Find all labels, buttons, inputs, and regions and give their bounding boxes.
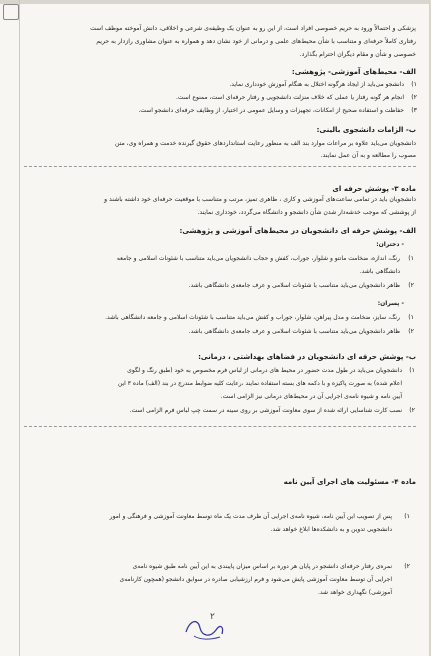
binding-margin-line bbox=[19, 0, 20, 656]
intro-line-1: پزشکی و احتمالاً ورود به حریم خصوصی افراد است، از این رو به عنوان یک وظیفه‌ی شرعی و اخلاقی، دانش آموخته موظف است bbox=[90, 25, 416, 32]
section-alef-item-1: دانشجو می‌باید از ایجاد هرگونه اختلال به هنگام آموزش خودداری نماید. bbox=[229, 81, 404, 88]
section-alef-num-3: ۳) bbox=[411, 107, 417, 114]
section-alef-num-2: ۲) bbox=[411, 94, 417, 101]
be2-item-1-line-3: آیین نامه و شیوه نامه‌ی اجرایی آن در محیط‌های درمانی نیز الزامی است. bbox=[220, 393, 402, 400]
article4-item-2-line-2: اجرایی آن توسط معاونت آموزشی پایش می‌شود و فرم ارزشیابی صادره در سوابق دانشجو (همچون کارنامه‌ی bbox=[119, 576, 392, 583]
section-alef2-title: الف- پوشش حرفه ای دانشجویان در محیط‌های آموزشی و پژوهشی: bbox=[179, 226, 416, 235]
divider bbox=[24, 166, 416, 167]
section-be-title: ب- الزامات دانشجوی بالینی: bbox=[316, 125, 416, 134]
be2-item-2-num: ۲) bbox=[409, 407, 415, 414]
article3-line-2: از پوششی که موجب خدشه‌دار شدن شأن دانشجو و دانشگاه می‌گردد، خودداری نمایند. bbox=[197, 209, 416, 216]
article3-line-1: دانشجویان باید در تمامی ساعت‌های آموزشی و کاری ، ظاهری تمیز، مرتب و متناسب با موقعیت حرفه‌ای خود داشته باشند و bbox=[104, 196, 416, 203]
be2-item-1-line-2: اعلام شده) به صورت پاکیزه و با دکمه های بسته استفاده نمایند ،رعایت کلیه ضوابط مندرج در بند (الف) ماده ۳ این bbox=[117, 380, 402, 387]
article4-item-2-line-3: آموزشی) نگهداری خواهد شد. bbox=[317, 589, 392, 596]
boys-label: - پسران: bbox=[377, 300, 404, 307]
page-number: ۲ bbox=[210, 612, 215, 622]
article4-item-1-line-2: دانشجویی تدوین و به دانشکده‌ها ابلاغ خواهد شد. bbox=[270, 526, 392, 533]
girls-item-2-num: ۲) bbox=[408, 282, 414, 289]
article4-item-2-line-1: نمره‌ی رفتار حرفه‌ای دانشجو در پایان هر دوره بر اساس میزان پایبندی به این آیین نامه طبق شیوه نامه‌ی bbox=[132, 563, 392, 570]
section-alef-item-2: انجام هر گونه رفتار یا عملی که خلاف منزلت دانشجویی و رفتار حرفه‌ای است، ممنوع است. bbox=[175, 94, 404, 101]
boys-item-2: ظاهر دانشجویان می‌باید متناسب با شئونات اسلامی و عرف جامعه‌ی دانشگاهی باشد. bbox=[188, 328, 400, 335]
registration-mark bbox=[3, 4, 19, 20]
article4-item-2-num: ۲) bbox=[404, 563, 410, 570]
article4-title: ماده ۴- مسئولیت های اجرای آیین نامه bbox=[283, 477, 416, 486]
article3-title: ماده ۳- پوشش حرفه ای bbox=[332, 184, 416, 193]
scan-edge bbox=[0, 0, 431, 4]
intro-line-2: رفتاری کاملاً حرفه‌ای و متناسب با شأن محیط‌های علمی و درمانی از خود نشان دهد و همواره به عنوان مشاوری رازدار به حریم bbox=[96, 38, 416, 45]
girls-item-2: ظاهر دانشجویان می‌باید متناسب با شئونات اسلامی و عرف جامعه‌ی دانشگاهی باشد. bbox=[188, 282, 400, 289]
be2-item-2: نصب کارت شناسایی ارائه شده از سوی معاونت آموزشی بر روی سینه در سمت چپ لباس فرم الزامی است. bbox=[129, 407, 402, 414]
section-be2-title: ب- پوشش حرفه ای دانشجویان در فضاهای بهداشتی ، درمانی: bbox=[198, 352, 416, 361]
girls-item-1-line-1: رنگ، اندازه، ضخامت مانتو و شلوار، جوراب، کفش و حجاب دانشجویان می‌باید متناسب با شئونات اسلامی و جامعه bbox=[116, 255, 400, 262]
article4-item-1-line-1: پس از تصویب این آیین نامه، شیوه نامه‌ی اجرایی آن ظرف مدت یک ماه توسط معاونت آموزشی و فرهنگی و امور bbox=[109, 513, 392, 520]
article4-item-1-num: ۱) bbox=[404, 513, 410, 520]
section-alef-num-1: ۱) bbox=[411, 81, 417, 88]
boys-item-1: رنگ، سایز، ضخامت و مدل پیراهن، شلوار، جوراب و کفش می‌باید متناسب با شئونات اسلامی و جامعه دانشگاهی باشد. bbox=[105, 314, 400, 321]
be2-item-1-num: ۱) bbox=[409, 367, 415, 374]
section-alef-title: الف- محیط‌های آموزشی- پژوهشی: bbox=[291, 67, 416, 76]
section-alef-item-3: حفاظت و استفاده صحیح از امکانات، تجهیزات و وسایل عمومی در اختیار، از وظایف حرفه‌ای دانشجو است. bbox=[138, 107, 404, 114]
section-be-line-1: دانشجویان می‌باید علاوه بر مراعات موارد بند الف به منظور رعایت استانداردهای حقوق گیرنده خدمت و همراه وی، متن bbox=[115, 140, 416, 147]
section-be-line-2: مصوب را مطالعه و به آن عمل نمایند. bbox=[320, 152, 416, 159]
handwritten-signature bbox=[180, 612, 228, 642]
be2-item-1-line-1: دانشجویان می‌باید در طول مدت حضور در محیط های درمانی از لباس فرم مخصوص به خود (طبق رنگ و لگوی bbox=[127, 367, 402, 374]
intro-line-3: خصوصی و شأن و مقام دیگران احترام بگذارد. bbox=[299, 51, 416, 58]
boys-item-1-num: ۱) bbox=[408, 314, 414, 321]
girls-label: - دختران: bbox=[376, 241, 404, 248]
divider bbox=[24, 426, 416, 427]
boys-item-2-num: ۲) bbox=[408, 328, 414, 335]
girls-item-1-num: ۱) bbox=[408, 255, 414, 262]
girls-item-1-line-2: دانشگاهی باشد. bbox=[359, 268, 400, 275]
